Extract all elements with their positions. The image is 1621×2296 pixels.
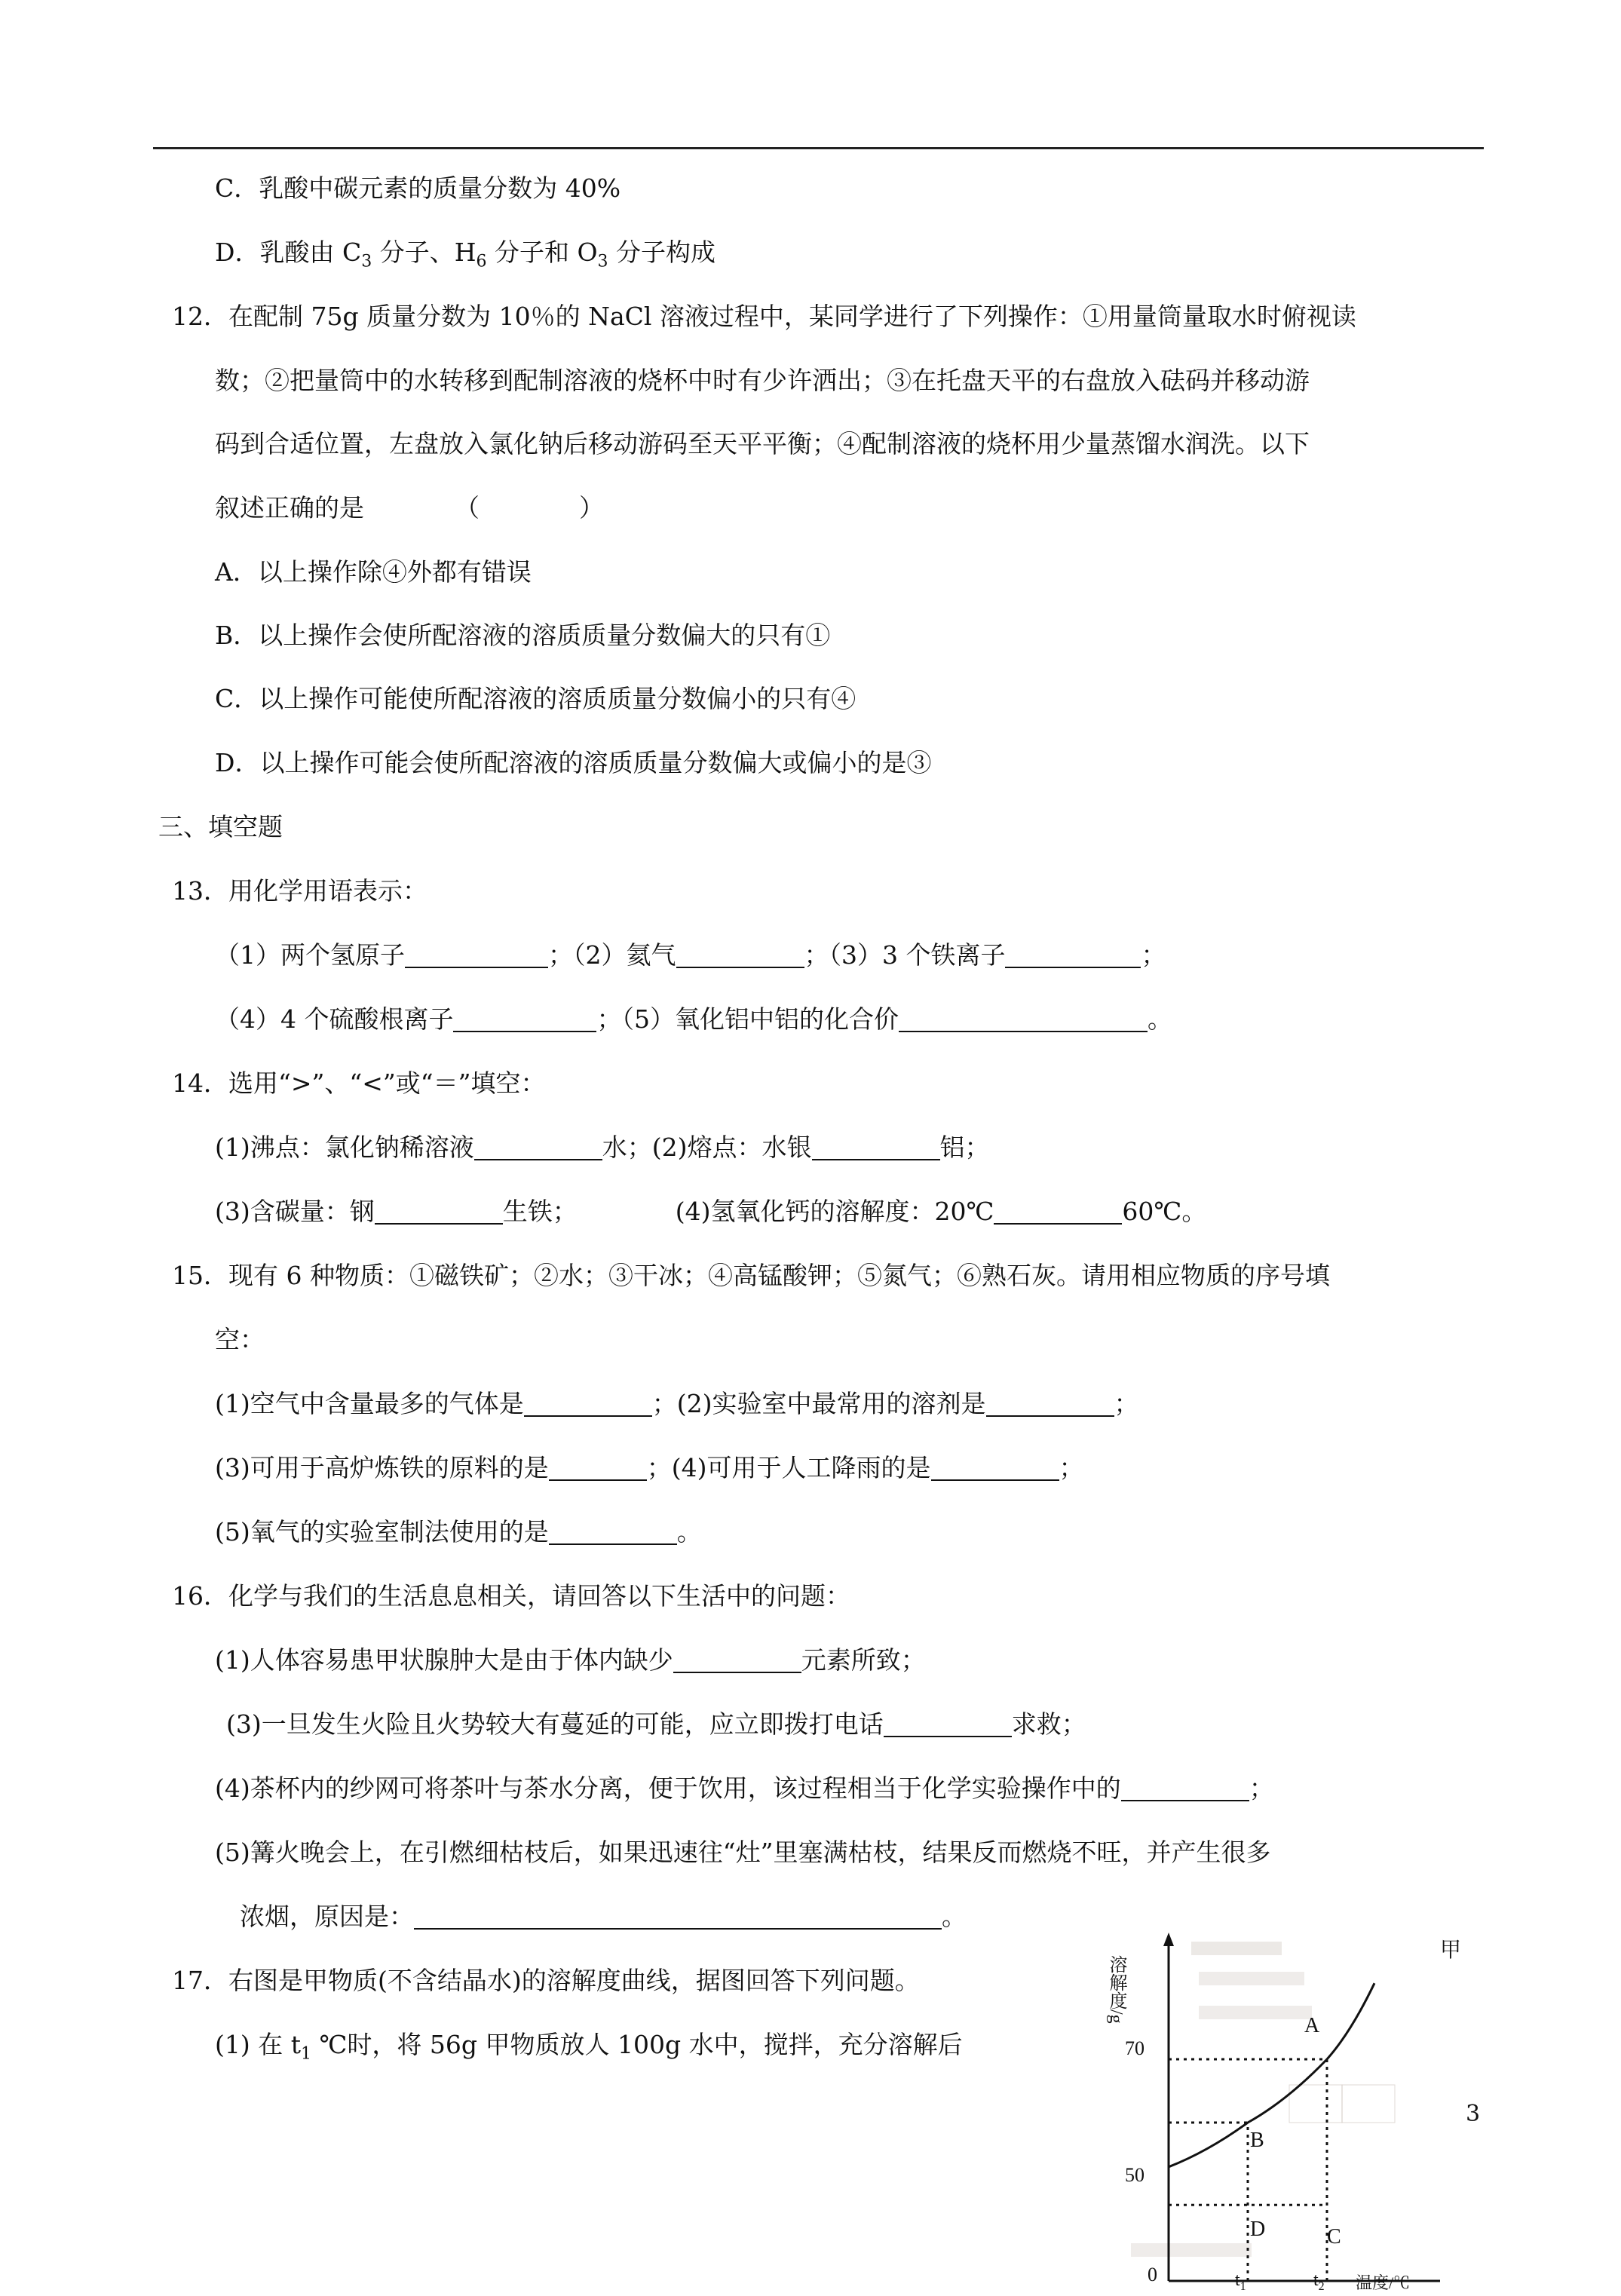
q16-stem: 16．化学与我们的生活息息相关，请回答以下生活中的问题：	[172, 1581, 850, 1611]
answer-blank	[453, 1005, 596, 1032]
x-axis-label: 温度/℃	[1356, 2273, 1411, 2292]
answer-blank	[673, 1646, 801, 1673]
answer-blank	[524, 1390, 652, 1417]
answer-blank	[1121, 1774, 1249, 1801]
q12-line1: 12．在配制 75g 质量分数为 10％的 NaCl 溶液过程中，某同学进行了下列操作：①用量筒量取水时俯视读	[172, 302, 1356, 331]
solubility-chart-svg	[1086, 1927, 1493, 2293]
q13-line2: （4）4 个硫酸根离子 ；（5）氧化铝中铝的化合价 。	[215, 1004, 1172, 1034]
q12-option-b: B．以上操作会使所配溶液的溶质质量分数偏大的只有①	[215, 621, 831, 650]
point-d-label: D	[1250, 2218, 1266, 2241]
answer-blank	[986, 1390, 1114, 1417]
q14-stem: 14．选用“>”、“<”或“＝”填空：	[172, 1068, 546, 1098]
q15-sub3: (5)氧气的实验室制法使用的是 。	[215, 1517, 702, 1547]
q15-line1: 15．现有 6 种物质：①磁铁矿；②水；③干冰；④高锰酸钾；⑤氮气；⑥熟石灰。请用相应物质的序号填	[172, 1261, 1330, 1290]
q16-sub4: (4)茶杯内的纱网可将茶叶与茶水分离，便于饮用，该过程相当于化学实验操作中的 ；	[215, 1773, 1274, 1803]
page-number: 3	[1466, 2101, 1481, 2127]
section-title: 三、填空题	[158, 812, 283, 841]
y-tick-50: 50	[1125, 2164, 1145, 2186]
q16-sub1: (1)人体容易患甲状腺肿大是由于体内缺少 元素所致；	[215, 1645, 926, 1675]
answer-blank	[676, 941, 804, 968]
q12-line4: 叙述正确的是 （ ）	[215, 493, 604, 523]
answer-blank	[405, 941, 548, 968]
q17-sub1: (1) 在 $t_1$ ℃时，将 56g 甲物质放人 100g 水中，搅拌，充分溶解后	[215, 2030, 963, 2064]
answer-blank	[474, 1133, 602, 1160]
q14-line1: (1)沸点：氯化钠稀溶液 水；(2)熔点：水银 铝；	[215, 1133, 990, 1162]
q12-line2: 数；②把量筒中的水转移到配制溶液的烧杯中时有少许洒出；③在托盘天平的右盘放入砝码并移动游	[215, 366, 1310, 395]
answer-blank	[931, 1454, 1059, 1481]
answer-blank	[884, 1710, 1012, 1737]
solubility-chart	[1086, 1927, 1493, 2293]
y-axis-arrow	[1163, 1933, 1174, 1946]
y-tick-70: 70	[1125, 2037, 1145, 2059]
q12-option-a: A．以上操作除④外都有错误	[215, 557, 532, 587]
answer-blank	[549, 1454, 647, 1481]
answer-blank	[812, 1133, 940, 1160]
q16-sub5-cont: 浓烟，原因是： 。	[240, 1902, 967, 1931]
q15-sub2: (3)可用于高炉炼铁的原料的是 ；(4)可用于人工降雨的是 ；	[215, 1453, 1084, 1482]
option-c-prev: C．乳酸中碳元素的质量分数为 40%	[215, 173, 621, 203]
origin-label: 0	[1148, 2264, 1157, 2285]
x-tick-t1: $t_1$	[1235, 2270, 1246, 2293]
q13-line1: （1）两个氢原子 ；（2）氦气 ；（3）3 个铁离子 ；	[215, 940, 1166, 970]
answer-paren: （ ）	[455, 493, 604, 523]
q13-stem: 13．用化学用语表示：	[172, 876, 427, 906]
answer-blank	[414, 1902, 942, 1930]
q16-sub5: (5)篝火晚会上，在引燃细枯枝后，如果迅速往“灶”里塞满枯枝，结果反而燃烧不旺，并产生很多	[215, 1838, 1271, 1867]
option-d-prev: D．乳酸由 $C_3$ 分子、$H_6$ 分子和 $O_3$ 分子构成	[215, 238, 716, 271]
header-rule	[153, 147, 1484, 149]
q12-line3: 码到合适位置，左盘放入氯化钠后移动游码至天平平衡；④配制溶液的烧杯用少量蒸馏水润洗。以下	[215, 429, 1310, 458]
q15-sub1: (1)空气中含量最多的气体是 ；(2)实验室中最常用的溶剂是 ；	[215, 1389, 1139, 1418]
q12-option-d: D．以上操作可能会使所配溶液的溶质质量分数偏大或偏小的是③	[215, 748, 932, 777]
bleed-through-smudge	[1131, 1942, 1395, 2257]
q12-option-c: C．以上操作可能使所配溶液的溶质质量分数偏小的只有④	[215, 684, 856, 713]
answer-blank	[375, 1197, 503, 1225]
answer-blank	[1005, 941, 1141, 968]
answer-blank	[549, 1518, 677, 1545]
q16-sub3: (3)一旦发生火险且火势较大有蔓延的可能，应立即拨打电话 求救；	[226, 1709, 1086, 1739]
answer-blank	[994, 1197, 1122, 1225]
q15-line2: 空：	[215, 1325, 265, 1354]
answer-blank	[899, 1005, 1148, 1032]
q17-stem: 17．右图是甲物质(不含结晶水)的溶解度曲线，据图回答下列问题。	[172, 1966, 920, 1995]
point-b-label: B	[1250, 2129, 1264, 2152]
q14-line2: (3)含碳量：钢 生铁； (4)氢氧化钙的溶解度：20℃ 60℃。	[215, 1197, 1207, 1226]
point-c-label: C	[1327, 2225, 1341, 2248]
series-label: 甲	[1440, 1939, 1462, 1962]
point-a-label: A	[1304, 2014, 1320, 2037]
x-tick-t2: $t_2$	[1313, 2270, 1325, 2293]
y-axis-label: 溶解度/g	[1106, 1955, 1126, 2024]
